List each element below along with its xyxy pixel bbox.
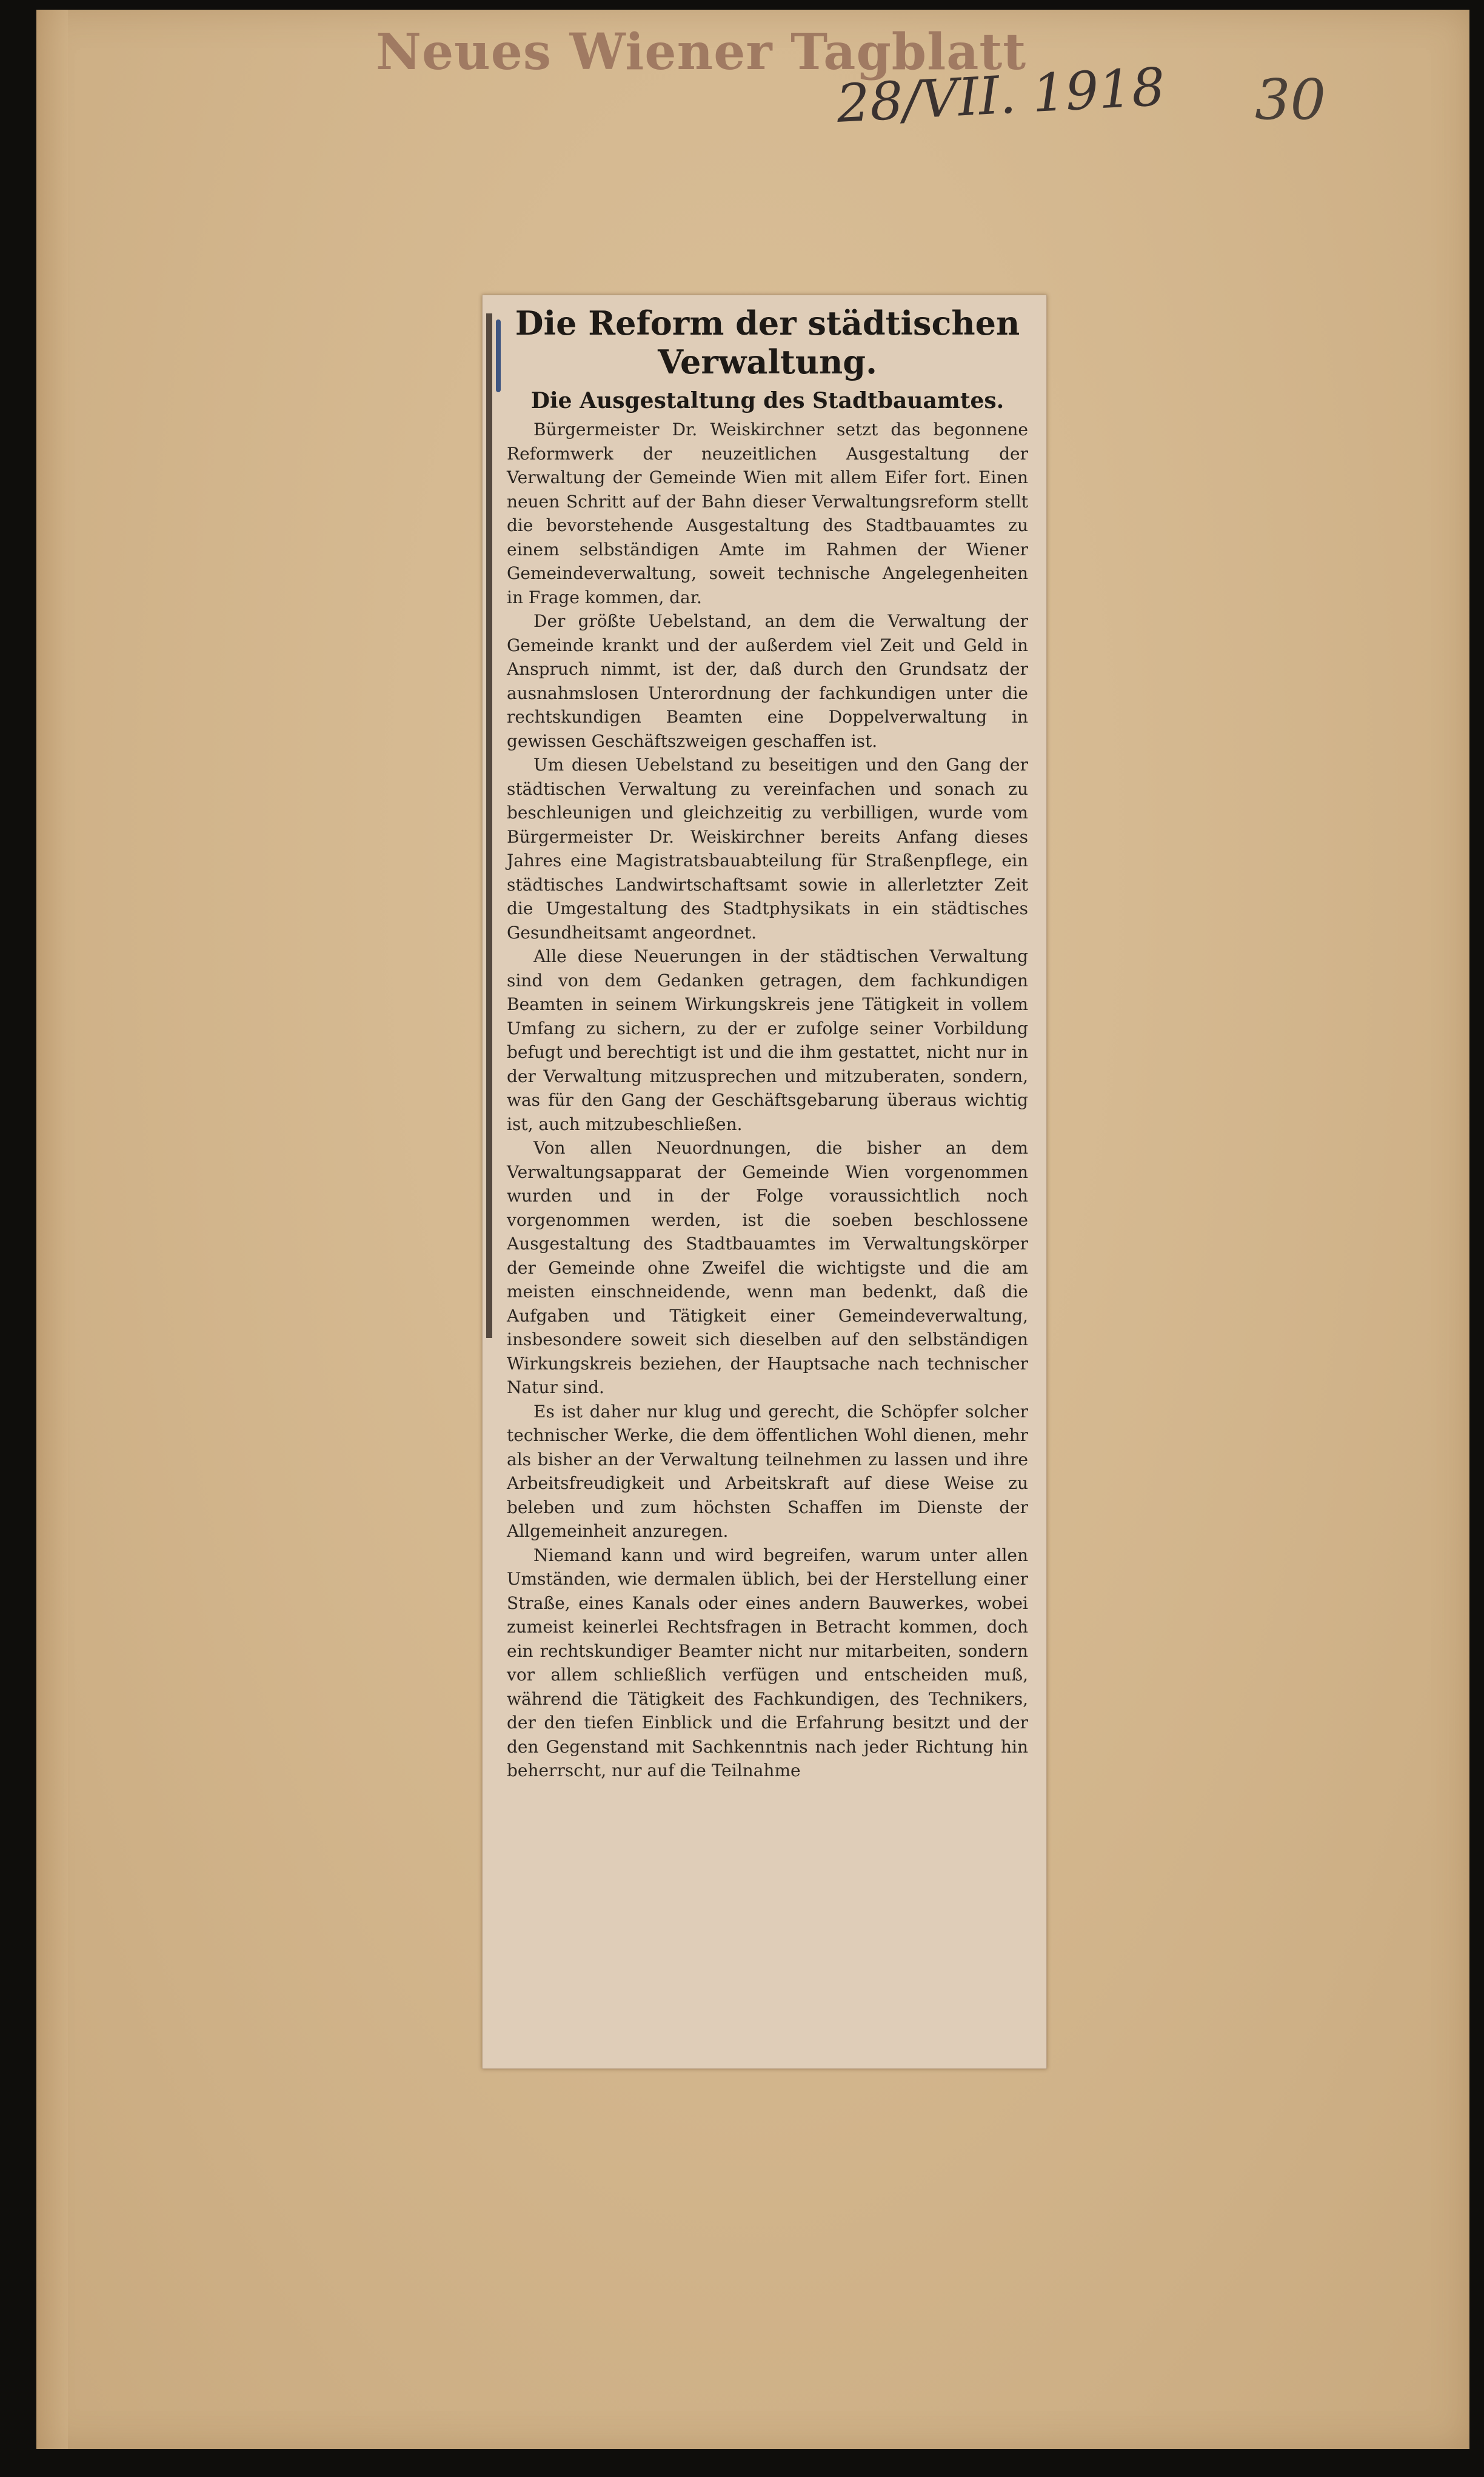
article-paragraph: Es ist daher nur klug und gerecht, die Schöpfer solcher technischer Werke, die dem öffentlichen Wohl dienen, mehr als bisher an der Verwaltung teilnehmen zu lassen und ihre Arbeitsfreudigkeit und Arbeitskraft auf diese Weise zu beleben und zum höchsten Schaffen im Dienste der Allgemeinheit anzuregen. [507, 1401, 1028, 1541]
article-paragraph: Bürgermeister Dr. Weiskirchner setzt das begonnene Reformwerk der neuzeitlichen Ausgestaltung der Verwaltung der Gemeinde Wien mit allem Eifer fort. Einen neuen Schritt auf der Bahn dieser Verwaltungsreform stellt die bevorstehende Ausgestaltung des Stadtbauamtes zu einem selbständigen Amte im Rahmen der Wiener Gemeindeverwaltung, soweit technische Angelegenheiten in Frage kommen, dar. [507, 420, 1028, 607]
handwritten-date: 28/VII. 1918 [835, 56, 1167, 135]
sheet-fold-shadow [36, 10, 68, 2449]
article-paragraph: Um diesen Uebelstand zu beseitigen und den Gang der städtischen Verwaltung zu vereinfachen und sonach zu beschleunigen und gleichzeitig zu verbilligen, wurde vom Bürgermeister Dr. Weiskirchner bereits Anfang dieses Jahres eine Magistratsbauabteilung für Straßenpflege, ein städtisches Landwirtschaftsamt sowie in allerletzter Zeit die Umgestaltung des Stadtphysikats in ein städtisches Gesundheitsamt angeordnet. [507, 755, 1028, 943]
clipping-column-rule [486, 313, 492, 1338]
article-title: Die Reform der städtischen Verwaltung. [515, 304, 1020, 381]
article-paragraph: Alle diese Neuerungen in der städtischen Verwaltung sind von dem Gedanken getragen, dem fachkundigen Beamten in seinem Wirkungskreis jene Tätigkeit in vollem Umfang zu sichern, zu der er zufolge seiner Vorbildung befugt und berechtigt ist und die ihm gestattet, nicht nur in der Verwaltung mitzusprechen und mitzuberaten, sondern, was für den Gang der Geschäftsgebarung überaus wichtig ist, auch mitzubeschließen. [507, 946, 1028, 1134]
article-paragraph: Von allen Neuordnungen, die bisher an dem Verwaltungsapparat der Gemeinde Wien vorgenommen wurden und in der Folge voraussichtlich noch vorgenommen werden, ist die soeben beschlossene Ausgestaltung des Stadtbauamtes im Verwaltungskörper der Gemeinde ohne Zweifel die wichtigste und die am meisten einschneidende, wenn man bedenkt, daß die Aufgaben und Tätigkeit einer Gemeindeverwaltung, insbesondere soweit sich dieselben auf den selbständigen Wirkungskreis beziehen, der Hauptsache nach technischer Natur sind. [507, 1138, 1028, 1397]
folio-number: 30 [1255, 67, 1326, 132]
newspaper-clipping [482, 295, 1047, 2069]
archive-sheet [36, 10, 1469, 2449]
blue-pencil-mark [496, 319, 501, 392]
article-body [507, 304, 1028, 1783]
newspaper-stamp: Neues Wiener Tagblatt [376, 23, 1027, 81]
article-paragraph: Niemand kann und wird begreifen, warum unter allen Umständen, wie dermalen üblich, bei der Herstellung einer Straße, eines Kanals oder eines andern Bauwerkes, wobei zumeist keinerlei Rechtsfragen in Betracht kommen, doch ein rechtskundiger Beamter nicht nur mitarbeiten, sondern vor allem schließlich verfügen und entscheiden muß, während die Tätigkeit des Fachkundigen, des Technikers, der den tiefen Einblick und die Erfahrung besitzt und der den Gegenstand mit Sachkenntnis nach jeder Richtung hin beherrscht, nur auf die Teilnahme [507, 1545, 1028, 1780]
article-paragraph: Der größte Uebelstand, an dem die Verwaltung der Gemeinde krankt und der außerdem viel Zeit und Geld in Anspruch nimmt, ist der, daß durch den Grundsatz der ausnahmslosen Unterordnung der fachkundigen unter die rechtskundigen Beamten eine Doppelverwaltung in gewissen Geschäftszweigen geschaffen ist. [507, 611, 1028, 751]
article-subtitle: Die Ausgestaltung des Stadtbauamtes. [530, 388, 1004, 413]
